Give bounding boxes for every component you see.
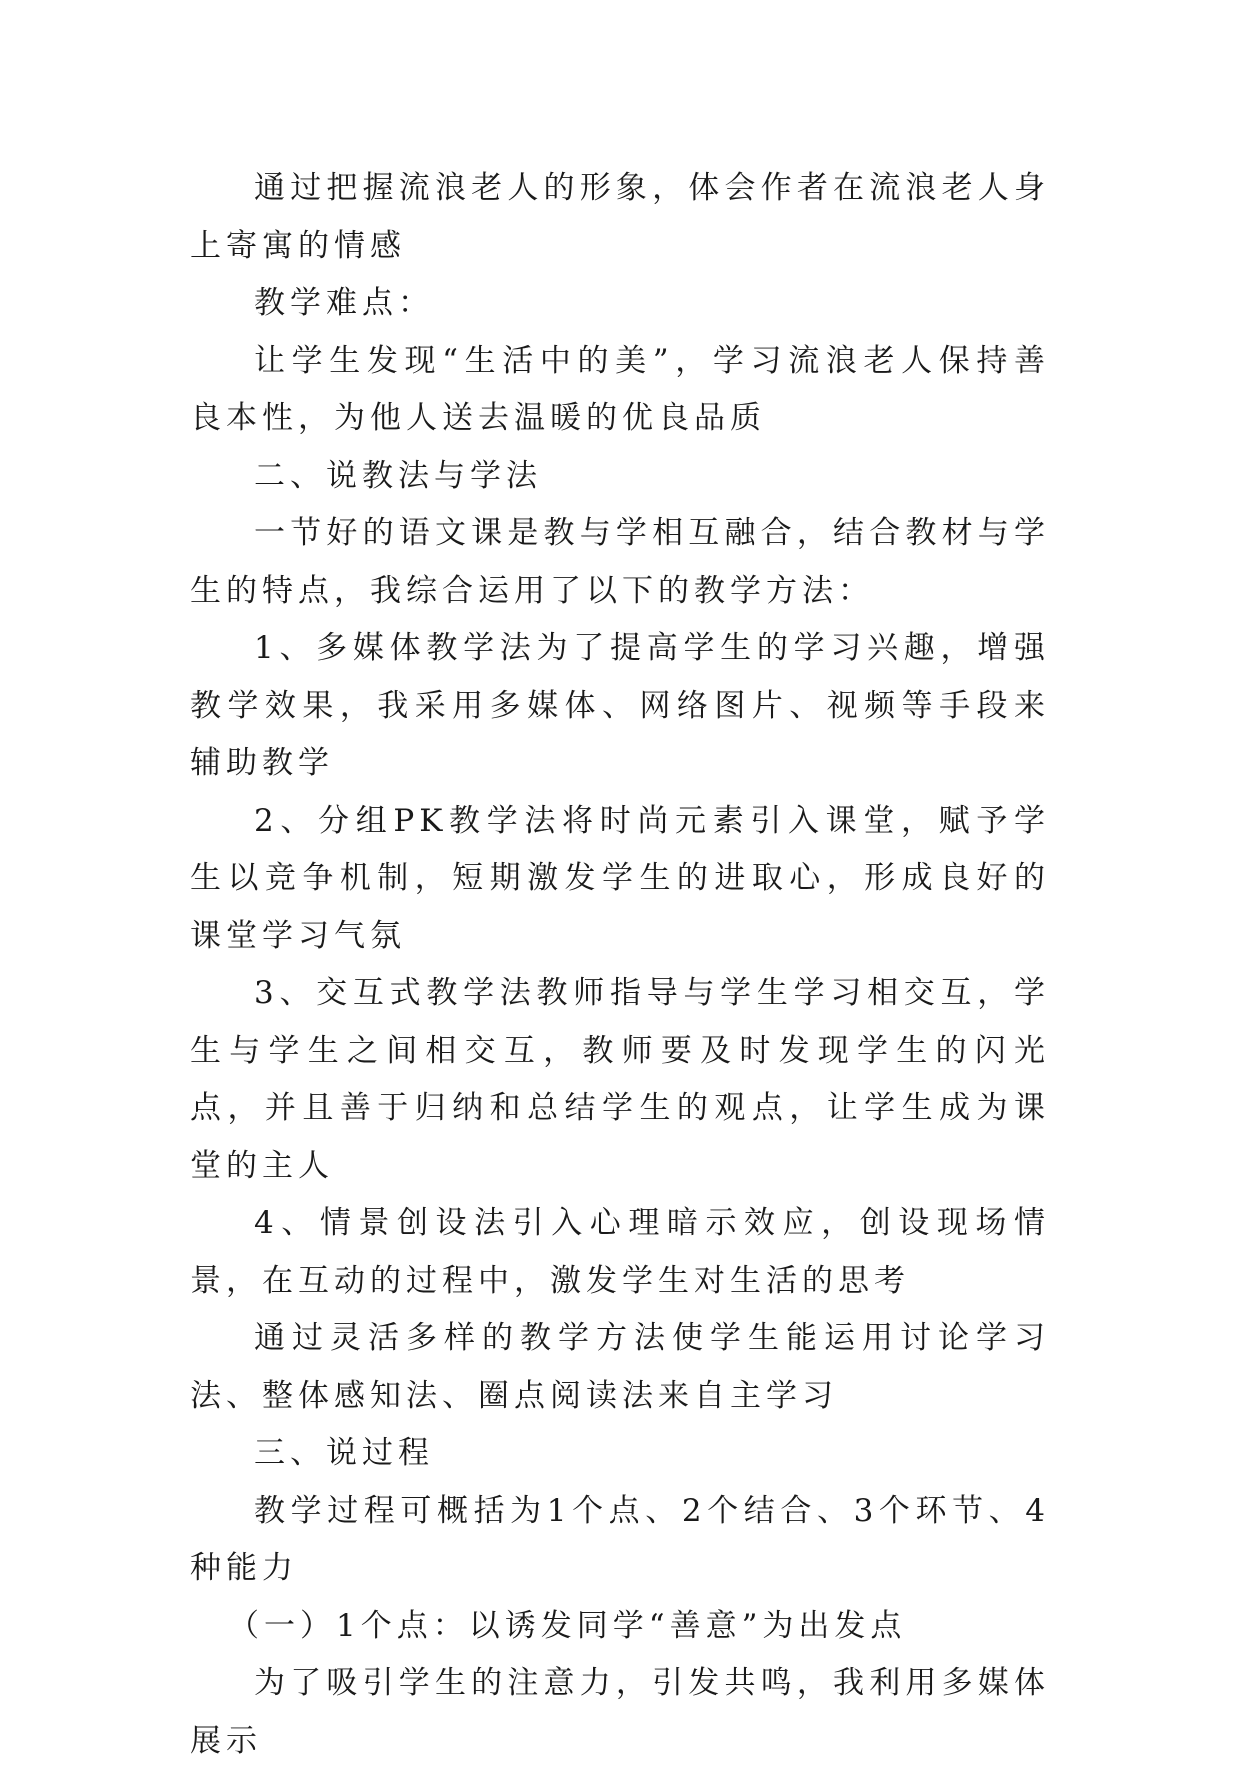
subsection-heading-point: （一）1个点：以诱发同学“善意”为出发点 [228,1607,907,1644]
paragraph-difficulty-text: 让学生发现“生活中的美”，学习流浪老人保持善良本性，为他人送去温暖的优良品质 [190,342,1050,436]
section-heading-process: 三、说过程 [254,1435,434,1471]
paragraph-difficulty-heading: 教学难点： [254,285,434,321]
section-heading-methods: 二、说教法与学法 [254,457,542,494]
list-item-method-1: 1、多媒体教学法为了提高学生的学习兴趣，增强教学效果，我采用多媒体、网络图片、视频等手段来辅助教学 [190,630,1050,781]
paragraph-key-point-text: 通过把握流浪老人的形象，体会作者在流浪老人身上寄寓的情感 [190,170,1050,264]
paragraph-process-start: 为了吸引学生的注意力，引发共鸣，我利用多媒体展示 [190,1665,1050,1759]
list-item-method-2: 2、分组PK教学法将时尚元素引入课堂，赋予学生以竞争机制，短期激发学生的进取心，形成良好的课堂学习气氛 [190,802,1050,954]
body-text [190,160,1050,1770]
list-item-method-3: 3、交互式教学法教师指导与学生学习相交互，学生与学生之间相交互，教师要及时发现学生的闪光点，并且善于归纳和总结学生的观点，让学生成为课堂的主人 [190,975,1050,1184]
paragraph-methods-intro: 一节好的语文课是教与学相互融合，结合教材与学生的特点，我综合运用了以下的教学方法： [190,515,1050,609]
paragraph-process-summary: 教学过程可概括为1个点、2个结合、3个环节、4种能力 [190,1492,1050,1586]
paragraph-methods-summary: 通过灵活多样的教学方法使学生能运用讨论学习法、整体感知法、圈点阅读法来自主学习 [190,1320,1050,1414]
list-item-method-4: 4、情景创设法引入心理暗示效应，创设现场情景，在互动的过程中，激发学生对生活的思考 [190,1205,1050,1299]
